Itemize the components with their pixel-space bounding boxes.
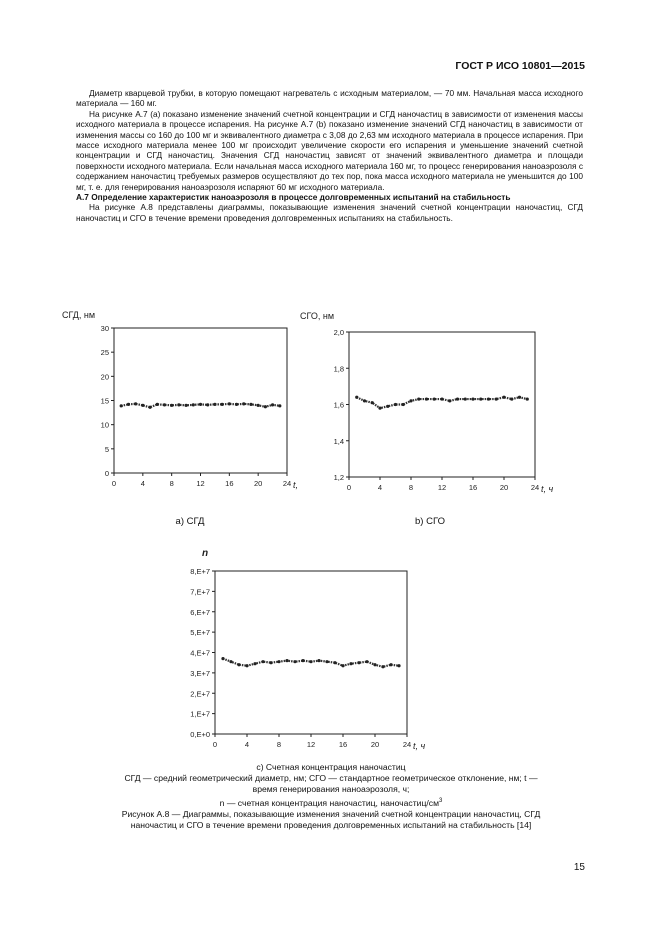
data-point (245, 664, 248, 667)
data-point (333, 661, 336, 664)
data-point (285, 659, 288, 662)
document-header: ГОСТ Р ИСО 10801—2015 (455, 60, 585, 72)
y-tick-label: 1,2 (333, 473, 344, 482)
x-tick-label: 24 (282, 479, 292, 488)
x-axis-label: t, ч (413, 741, 426, 751)
y-tick-label: 2,E+7 (190, 689, 210, 699)
y-tick-label: 5,E+7 (190, 628, 210, 638)
data-point (373, 663, 376, 666)
y-tick-label: 0 (104, 469, 109, 478)
y-tick-label: 2,0 (333, 328, 344, 337)
data-point (170, 404, 173, 407)
data-point (163, 403, 166, 406)
data-point (341, 664, 344, 667)
data-point (349, 662, 352, 665)
x-tick-label: 16 (225, 479, 234, 488)
data-point (448, 399, 451, 402)
data-point (221, 403, 224, 406)
section-heading: А.7 Определение характеристик наноаэрозоля в процессе долговременных испытаний на стабильность (76, 192, 511, 203)
x-tick-label: 4 (377, 483, 383, 492)
figure-legend (60, 762, 602, 831)
x-tick-label: 20 (499, 483, 509, 492)
plot-frame (349, 332, 535, 477)
y-tick-label: 25 (100, 348, 109, 358)
data-point (371, 401, 374, 404)
page-number: 15 (573, 862, 585, 873)
data-point (464, 397, 467, 400)
data-point (213, 403, 216, 406)
data-point (120, 404, 123, 407)
plot-frame (114, 328, 287, 473)
data-point (510, 397, 513, 400)
plot-frame (215, 571, 407, 734)
legend-line-3-sup: 3 (439, 797, 443, 804)
data-point (389, 663, 392, 666)
paragraph-1: Диаметр кварцевой трубки, в которую помещают нагреватель с исходным материалом, — 70 мм. Начальная масса исходного материала — 160 мг. (76, 88, 583, 109)
x-tick-label: 4 (140, 479, 145, 488)
data-point (228, 402, 231, 405)
data-point (293, 660, 296, 663)
data-point (365, 660, 368, 663)
data-point (479, 397, 482, 400)
y-tick-label: 20 (100, 372, 109, 382)
data-point (433, 397, 436, 400)
x-tick-label: 16 (468, 483, 478, 492)
x-tick-label: 12 (306, 740, 316, 749)
data-point (309, 660, 312, 663)
x-tick-label: 16 (338, 740, 348, 749)
x-tick-label: 0 (346, 483, 352, 492)
data-point (229, 660, 232, 663)
data-point (363, 399, 366, 402)
x-tick-label: 8 (276, 740, 282, 749)
y-axis-label: n (202, 548, 209, 559)
data-point (221, 657, 224, 660)
data-point (357, 661, 360, 664)
y-tick-label: 6,E+7 (190, 607, 210, 617)
y-tick-label: 1,8 (333, 364, 344, 374)
figure-caption-line-2: наночастиц и СГО в течение времени проведения долговременных испытаний на стабильность [14] (130, 819, 532, 830)
legend-line-2: время генерирования наноаэрозоля, ч; (252, 784, 410, 795)
y-axis-label: СГД, нм (62, 310, 96, 320)
data-point (417, 397, 420, 400)
data-point (141, 404, 144, 407)
data-point (440, 397, 443, 400)
data-point (325, 660, 328, 663)
y-tick-label: 7,E+7 (190, 587, 210, 597)
data-point (394, 403, 397, 406)
x-tick-label: 20 (370, 740, 380, 749)
data-point (381, 665, 384, 668)
y-tick-label: 1,E+7 (190, 709, 210, 719)
data-point (235, 403, 238, 406)
paragraph-2: На рисунке А.7 (а) показано изменение значений счетной концентрации и СГД наночастиц в зависимости от изменения массы исходного материала в процессе испарения. На рисунке А.7 (b) показано изменение значений СГД наночастиц в зависимости от изменения массы со 160 до 100 мг и эквивалентного диаметра с 3,08 до 2,63 мм исходного материала в процессе испарения. При массе исходного материала менее 100 мг происходит увеличение скорости его испарения и уменьшение значений счетной концентрации и СГД наночастиц. Значения СГД наночастиц зависят от значений эквивалентного диаметра и площади поверхности исходного материала. Если начальная масса исходного материала 160 мг, то процесс генерирования наноаэрозоля с содержанием наночастиц требуемых размеров осуществляют до тех пор, пока масса исходного материала не уменьшится до 100 мг, т. е. для генерирования наноаэрозоля испаряют 60 мг исходного материала. (76, 108, 583, 192)
x-tick-label: 12 (437, 483, 447, 492)
data-point (397, 664, 400, 667)
data-point (277, 660, 280, 663)
data-point (495, 397, 498, 400)
caption-b: b) СГО (415, 516, 445, 527)
data-point (156, 403, 159, 406)
paragraph-3: На рисунке А.8 представлены диаграммы, показывающие изменения значений счетной концентрации наночастиц, СГД наночастиц и СГО в течение времени проведения долговременных испытаниях на стабильность. (76, 202, 583, 223)
y-tick-label: 8,E+7 (190, 567, 210, 576)
data-point (177, 403, 180, 406)
data-point (148, 406, 151, 409)
data-point (127, 403, 130, 406)
data-point (242, 402, 245, 405)
x-tick-label: 20 (253, 479, 263, 488)
data-point (184, 404, 187, 407)
legend-line-3-text: n — счетная концентрация наночастиц, наночастиц/см (219, 797, 439, 808)
legend-line-3 (60, 796, 602, 809)
data-point (386, 405, 389, 408)
data-point (264, 405, 267, 408)
y-tick-label: 10 (100, 420, 109, 430)
y-tick-label: 30 (100, 324, 109, 333)
y-tick-label: 3,E+7 (190, 668, 210, 678)
data-point (253, 662, 256, 665)
y-tick-label: 4,E+7 (190, 648, 210, 658)
figure-subcaption-c: c) Счетная концентрация наночастиц (256, 762, 406, 772)
data-point (471, 397, 474, 400)
data-point (317, 659, 320, 662)
x-tick-label: 4 (244, 740, 250, 749)
data-point (487, 397, 490, 400)
data-point (257, 404, 260, 407)
chart-sgo (300, 303, 580, 518)
chart-concentration (160, 540, 450, 760)
x-axis-label: t, ч (541, 484, 554, 494)
y-tick-label: 1,6 (333, 400, 344, 410)
figure-caption-line-1: Рисунок А.8 — Диаграммы, показывающие изменения значений счетной концентрации наночастиц, СГД (121, 808, 541, 819)
x-axis-label: t, (293, 480, 299, 490)
x-tick-label: 0 (212, 740, 218, 749)
data-point (269, 661, 272, 664)
chart-sgd (60, 303, 305, 518)
data-point (378, 407, 381, 410)
y-tick-label: 5 (104, 444, 109, 454)
caption-a: a) СГД (175, 516, 205, 527)
data-point (249, 403, 252, 406)
data-point (192, 403, 195, 406)
x-tick-label: 8 (169, 479, 174, 488)
data-point (134, 402, 137, 405)
data-point (301, 659, 304, 662)
body-text (76, 88, 583, 223)
y-tick-label: 1,4 (333, 436, 344, 446)
data-point (271, 403, 274, 406)
x-tick-label: 24 (402, 740, 412, 749)
y-tick-label: 15 (100, 396, 109, 406)
data-point (425, 397, 428, 400)
data-point (237, 663, 240, 666)
data-point (278, 404, 281, 407)
data-point (526, 397, 529, 400)
data-point (502, 396, 505, 399)
data-point (355, 396, 358, 399)
y-axis-label: СГО, нм (300, 311, 335, 321)
legend-line-1: СГД — средний геометрический диаметр, нм; СГО — стандартное геометрическое отклонение, нм; t — (124, 773, 538, 784)
data-point (456, 397, 459, 400)
data-point (409, 399, 412, 402)
data-point (402, 403, 405, 406)
x-tick-label: 24 (530, 483, 540, 492)
x-tick-label: 0 (111, 479, 117, 488)
x-tick-label: 8 (408, 483, 414, 492)
data-point (206, 403, 209, 406)
y-tick-label: 0,E+0 (190, 730, 210, 739)
data-point (199, 403, 202, 406)
data-point (261, 660, 264, 663)
x-tick-label: 12 (196, 479, 205, 488)
data-point (518, 396, 521, 399)
